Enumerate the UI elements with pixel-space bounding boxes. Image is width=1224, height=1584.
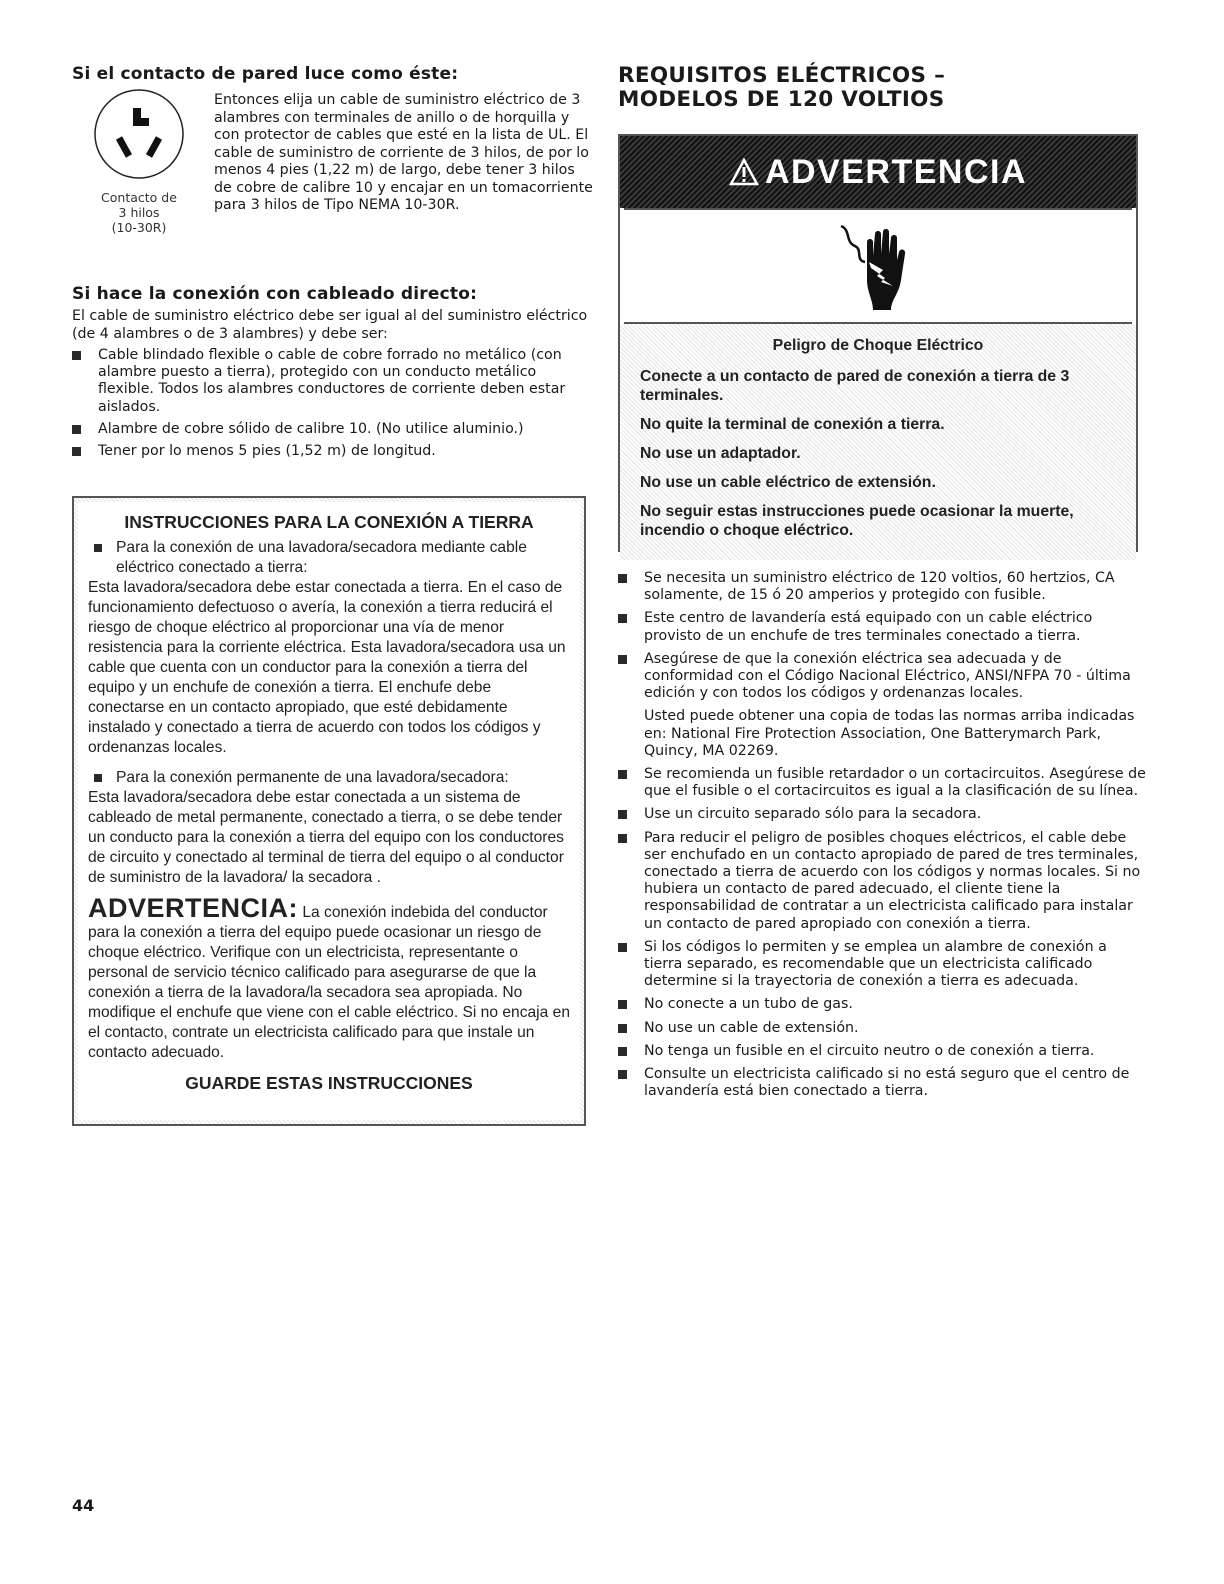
list-item: Tener por lo menos 5 pies (1,52 m) de longitud. bbox=[72, 443, 592, 460]
bullet-square bbox=[618, 810, 627, 819]
bullet-square bbox=[618, 1047, 627, 1056]
warning-line: No quite la terminal de conexión a tierra. bbox=[640, 416, 945, 433]
grounding-title: INSTRUCCIONES PARA LA CONEXIÓN A TIERRA bbox=[124, 512, 534, 532]
list-item: Para reducir el peligro de posibles choques eléctricos, el cable debe ser enchufado en un contacto apropiado de pared de tres terminales, conectado a tierra de acuerdo con los códigos y normas locales. Si no hubiera un contacto de pared adecuado, el cliente tiene la responsabilidad de contratar a un electricista calificado para instalar un contacto de pared apropiado con conexión a tierra. bbox=[618, 830, 1148, 933]
right-column-heading bbox=[618, 64, 1156, 112]
warning-line: Conecte a un contacto de pared de conexión a tierra de 3 terminales. bbox=[640, 368, 1070, 404]
grounding-paragraph-cord: Esta lavadora/secadora debe estar conectada a tierra. En el caso de funcionamiento defectuoso o avería, la conexión a tierra reducirá el riesgo de choque eléctrico al proporcionar una vía de menor resistencia para la corriente eléctrica. Esta lavadora/secadora usa un cable que cuenta con un conductor para la conexión a tierra del equipo y un enchufe de conexión a tierra. El enchufe debe conectarse en un contacto apropiado, que esté debidamente instalado y conectado a tierra de acuerdo con todos los códigos y ordenanzas locales. bbox=[88, 579, 566, 756]
outlet-section bbox=[72, 64, 592, 270]
bullet-square bbox=[72, 351, 81, 360]
hazard-title: Peligro de Choque Eléctrico bbox=[772, 337, 984, 354]
outlet-caption: Contacto de 3 hilos (10-30R) bbox=[101, 190, 177, 235]
nfpa-address: Usted puede obtener una copia de todas las normas arriba indicadas en: National Fire Protection Association, One Batterymarch Park, Quincy, MA 02269. bbox=[644, 708, 1135, 759]
list-item: Use un circuito separado sólo para la secadora. bbox=[618, 806, 1148, 823]
electric-shock-hand-icon bbox=[833, 220, 923, 312]
page-number: 44 bbox=[72, 1496, 95, 1515]
bullet-square bbox=[72, 425, 81, 434]
list-item: No use un cable de extensión. bbox=[618, 1020, 1148, 1037]
save-instructions: GUARDE ESTAS INSTRUCCIONES bbox=[185, 1073, 473, 1093]
bullet-square bbox=[618, 1000, 627, 1009]
warning-icon-area bbox=[624, 208, 1132, 324]
direct-wire-intro: El cable de suministro eléctrico debe ser igual al del suministro eléctrico (de 4 alambres o de 3 alambres) y debe ser: bbox=[72, 308, 588, 342]
warning-line: No use un cable eléctrico de extensión. bbox=[640, 474, 936, 491]
warning-word: ADVERTENCIA: bbox=[88, 893, 299, 923]
grounding-item-cord: Para la conexión de una lavadora/secadora mediante cable eléctrico conectado a tierra: bbox=[88, 538, 570, 578]
list-item: Asegúrese de que la conexión eléctrica sea adecuada y de conformidad con el Código Nacional Eléctrico, ANSI/NFPA 70 - última edición y con todos los códigos y ordenanzas locales. Usted puede obtener una copia de todas las normas arriba indicadas en: National Fire Protection Association, One Batterymarch Park, Quincy, MA 02269. bbox=[618, 651, 1148, 760]
list-item: No conecte a un tubo de gas. bbox=[618, 996, 1148, 1013]
bullet-square bbox=[618, 1070, 627, 1079]
bullet-square bbox=[94, 544, 102, 552]
bullet-square bbox=[618, 770, 627, 779]
list-item: Se recomienda un fusible retardador o un cortacircuitos. Asegúrese de que el fusible o el cortacircuitos es igual a la clasificación de su línea. bbox=[618, 766, 1148, 800]
warning-body bbox=[620, 324, 1136, 560]
grounding-warning bbox=[88, 893, 570, 1063]
warning-line: No seguir estas instrucciones puede ocasionar la muerte, incendio o choque eléctrico. bbox=[640, 503, 1074, 539]
outlet-3-wire-icon bbox=[91, 86, 187, 182]
bullet-square bbox=[618, 943, 627, 952]
warning-text: La conexión indebida del conductor para la conexión a tierra del equipo puede ocasionar un riesgo de choque eléctrico. Verifique con un electricista, representante o personal de servicio técnico calificado para asegurarse de que la conexión a tierra de la lavadora/la secadora sea apropiada. No modifique el enchufe que viene con el cable eléctrico. Si no encaja en el contacto, contrate un electricista calificado para que instale un contacto adecuado. bbox=[88, 904, 570, 1061]
section-title-line1: REQUISITOS ELÉCTRICOS – bbox=[618, 63, 946, 88]
warning-triangle-icon bbox=[729, 158, 759, 186]
bullet-square bbox=[618, 655, 627, 664]
left-column bbox=[72, 64, 592, 465]
direct-wire-heading: Si hace la conexión con cableado directo: bbox=[72, 284, 478, 304]
outlet-figure bbox=[84, 86, 194, 235]
bullet-square bbox=[618, 1024, 627, 1033]
list-item: Consulte un electricista calificado si no está seguro que el centro de lavandería está bien conectado a tierra. bbox=[618, 1066, 1148, 1100]
grounding-item-permanent: Para la conexión permanente de una lavadora/secadora: bbox=[88, 768, 570, 788]
bullet-square bbox=[618, 614, 627, 623]
list-item: Si los códigos lo permiten y se emplea un alambre de conexión a tierra separado, es recomendable que un electricista calificado determine si la trayectoria de conexión a tierra es adecuada. bbox=[618, 939, 1148, 991]
list-item: Este centro de lavandería está equipado con un cable eléctrico provisto de un enchufe de tres terminales conectado a tierra. bbox=[618, 610, 1148, 644]
electrical-requirements-list bbox=[618, 566, 1148, 1106]
list-item: Se necesita un suministro eléctrico de 120 voltios, 60 hertzios, CA solamente, de 15 ó 20 amperios y protegido con fusible. bbox=[618, 570, 1148, 604]
outlet-text: Entonces elija un cable de suministro eléctrico de 3 alambres con terminales de anillo o de horquilla y con protector de cables que esté en la lista de UL. El cable de suministro de corriente de 3 hilos, de por lo menos 4 pies (1,22 m) de largo, debe tener 3 hilos de cobre de calibre 10 y encajar en un tomacorriente para 3 hilos de Tipo NEMA 10-30R. bbox=[214, 92, 593, 213]
list-item: Alambre de cobre sólido de calibre 10. (No utilice aluminio.) bbox=[72, 421, 592, 438]
grounding-instructions-box bbox=[72, 496, 586, 1126]
list-item: No tenga un fusible en el circuito neutro o de conexión a tierra. bbox=[618, 1043, 1148, 1060]
direct-wire-list bbox=[72, 347, 592, 460]
warning-box bbox=[618, 134, 1138, 552]
warning-header-text: ADVERTENCIA bbox=[764, 152, 1028, 191]
list-item: Cable blindado flexible o cable de cobre forrado no metálico (con alambre puesto a tierra), protegido con un conducto metálico flexible. Todos los alambres conductores de corriente deben estar aislados. bbox=[72, 347, 592, 416]
outlet-heading: Si el contacto de pared luce como éste: bbox=[72, 64, 459, 84]
bullet-square bbox=[618, 574, 627, 583]
warning-line: No use un adaptador. bbox=[640, 445, 801, 462]
warning-header bbox=[620, 136, 1136, 208]
section-title-line2: MODELOS DE 120 VOLTIOS bbox=[618, 87, 945, 112]
bullet-square bbox=[94, 774, 102, 782]
grounding-paragraph-permanent: Esta lavadora/secadora debe estar conectada a un sistema de cableado de metal permanente, conectado a tierra, o se debe tender un conducto para la conexión a tierra del equipo con los conductores de circuito y conectado al terminal de tierra del equipo o al conductor de suministro de la lavadora/ la secadora . bbox=[88, 789, 564, 886]
bullet-square bbox=[72, 447, 81, 456]
bullet-square bbox=[618, 834, 627, 843]
